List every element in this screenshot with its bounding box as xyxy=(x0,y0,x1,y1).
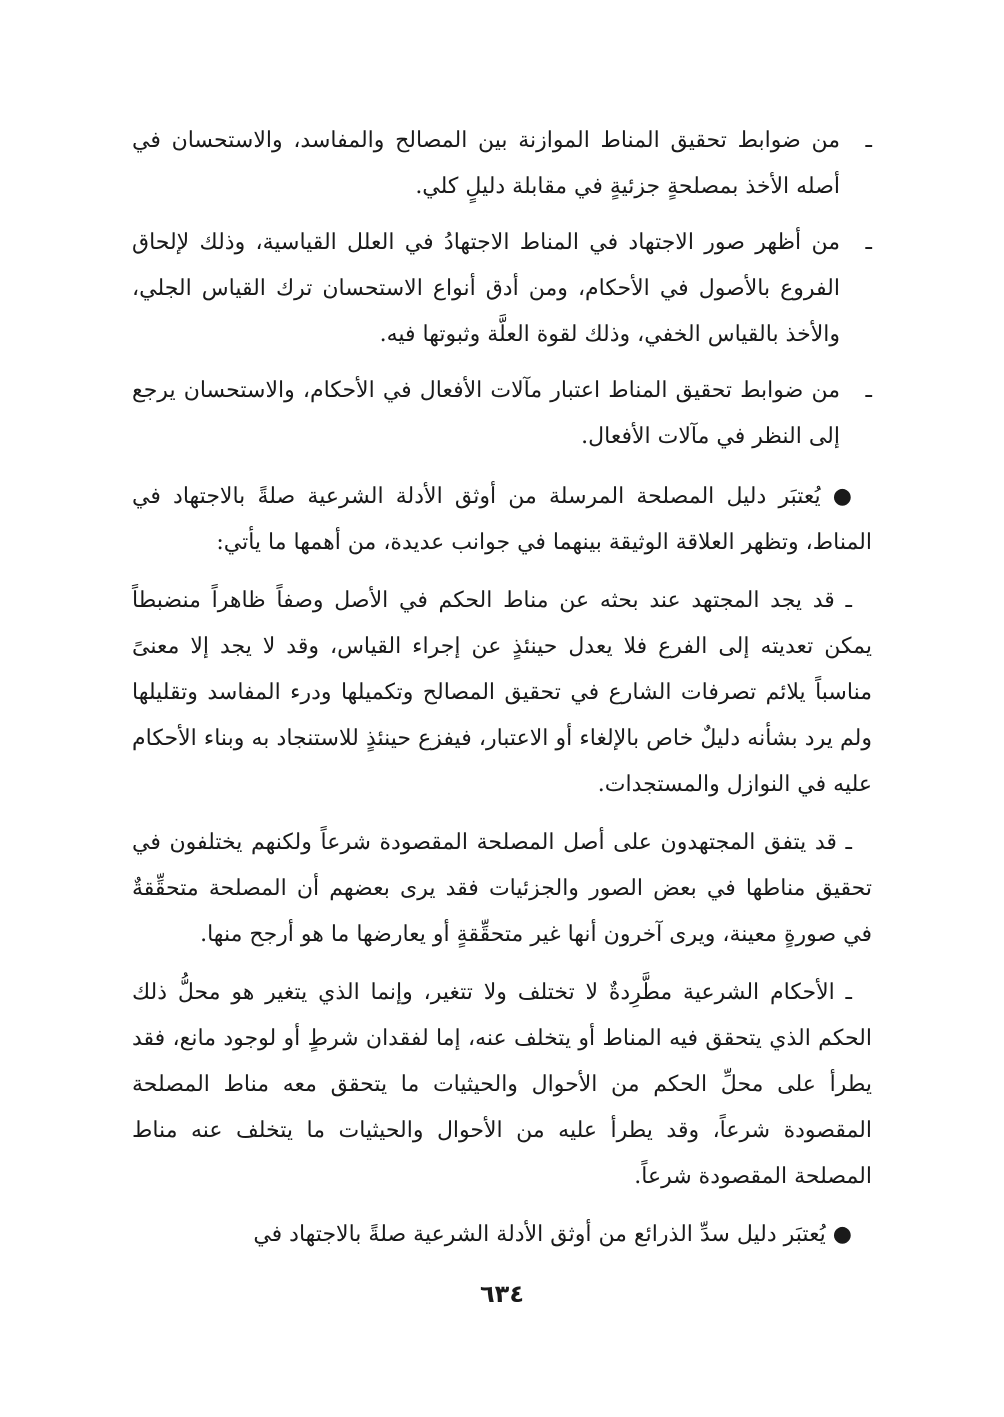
paragraph: ـ قد يجد المجتهد عند بحثه عن مناط الحكم في الأصل وصفاً ظاهراً منضبطاً يمكن تعديته إلى الفرع فلا يعدل حينئذٍ عن إجراء القياس، وقد لا يجد إلا معنىً مناسباً يلائم تصرفات الشارع في تحقيق المصالح وتكميلها ودرء المفاسد وتقليلها ولم يرد بشأنه دليلٌ خاص بالإلغاء أو الاعتبار، فيفزع حينئذٍ للاستنجاد به وبناء الأحكام عليه في النوازل والمستجدات. xyxy=(132,588,872,797)
dash-list xyxy=(132,118,872,460)
dash-marker: ـ xyxy=(865,128,872,153)
list-item xyxy=(132,118,872,210)
list-item-text: من ضوابط تحقيق المناط اعتبار مآلات الأفعال في الأحكام، والاستحسان يرجع إلى النظر في مآلات الأفعال. xyxy=(132,378,840,449)
dash-marker: ـ xyxy=(865,230,872,255)
list-item-text: من أظهر صور الاجتهاد في المناط الاجتهادُ في العلل القياسية، وذلك لإلحاق الفروع بالأصول في الأحكام، ومن أدق أنواع الاستحسان ترك القياس الجلي، والأخذ بالقياس الخفي، وذلك لقوة العلَّة وثبوتها فيه. xyxy=(132,230,840,347)
paragraph-sadd-dharai-intro: ● يُعتبَر دليل سدِّ الذرائع من أوثق الأدلة الشرعية صلةً بالاجتهاد في xyxy=(253,1222,852,1247)
paragraph: ـ قد يتفق المجتهدون على أصل المصلحة المقصودة شرعاً ولكنهم يختلفون في تحقيق مناطها في بعض الصور والجزئيات فقد يرى بعضهم أن المصلحة متحقِّقةٌ في صورةٍ معينة، ويرى آخرون أنها غير متحقِّقةٍ أو يعارضها ما هو أرجح منها. xyxy=(132,830,872,947)
paragraph-maslaha-intro: ● يُعتبَر دليل المصلحة المرسلة من أوثق الأدلة الشرعية صلةً بالاجتهاد في المناط، وتظهر العلاقة الوثيقة بينهما في جوانب عديدة، من أهمها ما يأتي: xyxy=(132,484,872,555)
list-item xyxy=(132,220,872,358)
page-body xyxy=(132,118,872,1270)
paragraph: ـ الأحكام الشرعية مطَّرِدةٌ لا تختلف ولا تتغير، وإنما الذي يتغير هو محلُّ ذلك الحكم الذي يتحقق فيه المناط أو يتخلف عنه، إما لفقدان شرطٍ أو لوجود مانع، فقد يطرأ على محلِّ الحكم من الأحوال والحيثيات ما يتحقق معه مناط المصلحة المقصودة شرعاً، وقد يطرأ عليه من الأحوال والحيثيات ما يتخلف عنه مناط المصلحة المقصودة شرعاً. xyxy=(132,980,872,1189)
list-item-text: من ضوابط تحقيق المناط الموازنة بين المصالح والمفاسد، والاستحسان في أصله الأخذ بمصلحةٍ جزئيةٍ في مقابلة دليلٍ كلي. xyxy=(132,128,840,199)
dash-marker: ـ xyxy=(865,378,872,403)
page-number: ٦٣٤ xyxy=(480,1280,524,1308)
list-item xyxy=(132,368,872,460)
